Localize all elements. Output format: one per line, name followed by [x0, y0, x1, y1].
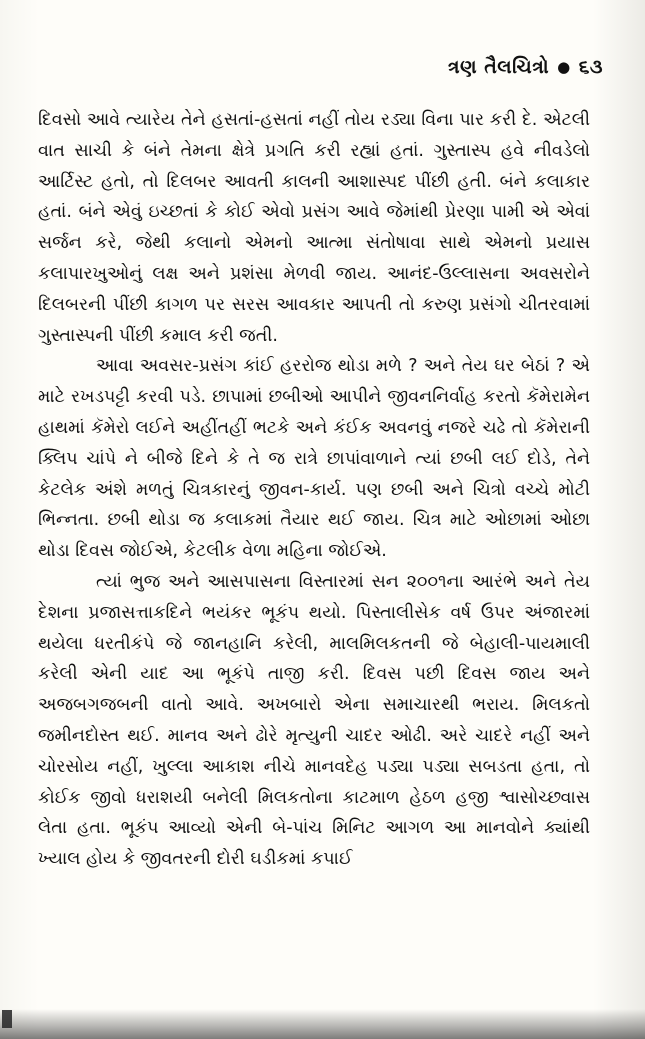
paragraph-2: આવા અવસર-પ્રસંગ કાંઈ હરરોજ થોડા મળે ? અને તેય ઘર બેઠાં ? એ માટે રખડપટ્ટી કરવી પડે. છાપામાં છબીઓ આપીને જીવનનિર્વાહ કરતો કૅમેરામેન હાથમાં કૅમેરો લઈને અહીંતહીં ભટકે અને કંઈક અવનવું નજરે ચઢે તો કૅમેરાની ક્લિપ ચાંપે ને બીજે દિને કે તે જ રાત્રે છાપાંવાળાને ત્યાં છબી લઈ દોડે, તેને કેટલેક અંશે મળતું ચિત્રકારનું જીવન-કાર્ય. પણ છબી અને ચિત્રો વચ્ચે મોટી ભિન્નતા. છબી થોડા જ કલાકમાં તૈયાર થઈ જાય. ચિત્ર માટે ઓછામાં ઓછા થોડા દિવસ જોઈએ, કેટલીક વેળા મહિના જોઈએ.: [38, 356, 590, 562]
body-text: [38, 105, 590, 875]
bullet-separator: ●: [557, 58, 571, 76]
paragraph-3: ત્યાં ભુજ અને આસપાસના વિસ્તારમાં સન ૨૦૦૧ના આરંભે અને તેય દેશના પ્રજાસત્તાકદિને ભયંકર ભૂકંપ થયો. પિસ્તાલીસેક વર્ષ ઉપર અંજારમાં થયેલા ધરતીકંપે જે જાનહાનિ કરેલી, માલમિલકતની જે બેહાલી-પાયમાલી કરેલી એની યાદ આ ભૂકંપે તાજી કરી. દિવસ પછી દિવસ જાય અને અજબગજબની વાતો આવે. અખબારો એના સમાચારથી ભરાય. મિલકતો જમીનદોસ્ત થઈ. માનવ અને ઢોરે મૃત્યુની ચાદર ઓઢી. અરે ચાદરે નહીં અને ચોરસોય નહીં, ખુલ્લા આકાશ નીચે માનવદેહ પડ્યા પડ્યા સબડતા હતા, તો કોઈક જીવો ધરાશયી બનેલી મિલકતોના કાટમાળ હેઠળ હજી શ્વાસોચ્છ્વાસ લેતા હતા. ભૂકંપ આવ્યો એની બે-પાંચ મિનિટ આગળ આ માનવોને ક્યાંથી ખ્યાલ હોય કે જીવતરની દોરી ઘડીકમાં કપાઈ: [38, 571, 590, 870]
page-number: ૬૩: [578, 56, 603, 78]
chapter-title: ત્રણ તૈલચિત્રો: [447, 56, 550, 78]
scan-bottom-edge: [0, 1009, 645, 1039]
paragraph-1: દિવસો આવે ત્યારેય તેને હસતાં-હસતાં નહીં તોય રડ્યા વિના પાર કરી દે. એટલી વાત સાચી કે બંને તેમના ક્ષેત્રે પ્રગતિ કરી રહ્યાં હતાં. ગુસ્તાસ્પ હવે નીવડેલો આર્ટિસ્ટ હતો, તો દિલબર આવતી કાલની આશાસ્પદ પીંછી હતી. બંને કલાકાર હતાં. બંને એવું ઇચ્છતાં કે કોઈ એવો પ્રસંગ આવે જેમાંથી પ્રેરણા પામી એ એવાં સર્જન કરે, જેથી કલાનો એમનો આત્મા સંતોષાવા સાથે એમનો પ્રયાસ કલાપારખુઓનું લક્ષ અને પ્રશંસા મેળવી જાય. આનંદ-ઉલ્લાસના અવસરોને દિલબરની પીંછી કાગળ પર સરસ આવકાર આપતી તો કરુણ પ્રસંગો ચીતરવામાં ગુસ્તાસ્પની પીંછી કમાલ કરી જતી.: [38, 110, 590, 346]
running-header: [448, 56, 603, 78]
